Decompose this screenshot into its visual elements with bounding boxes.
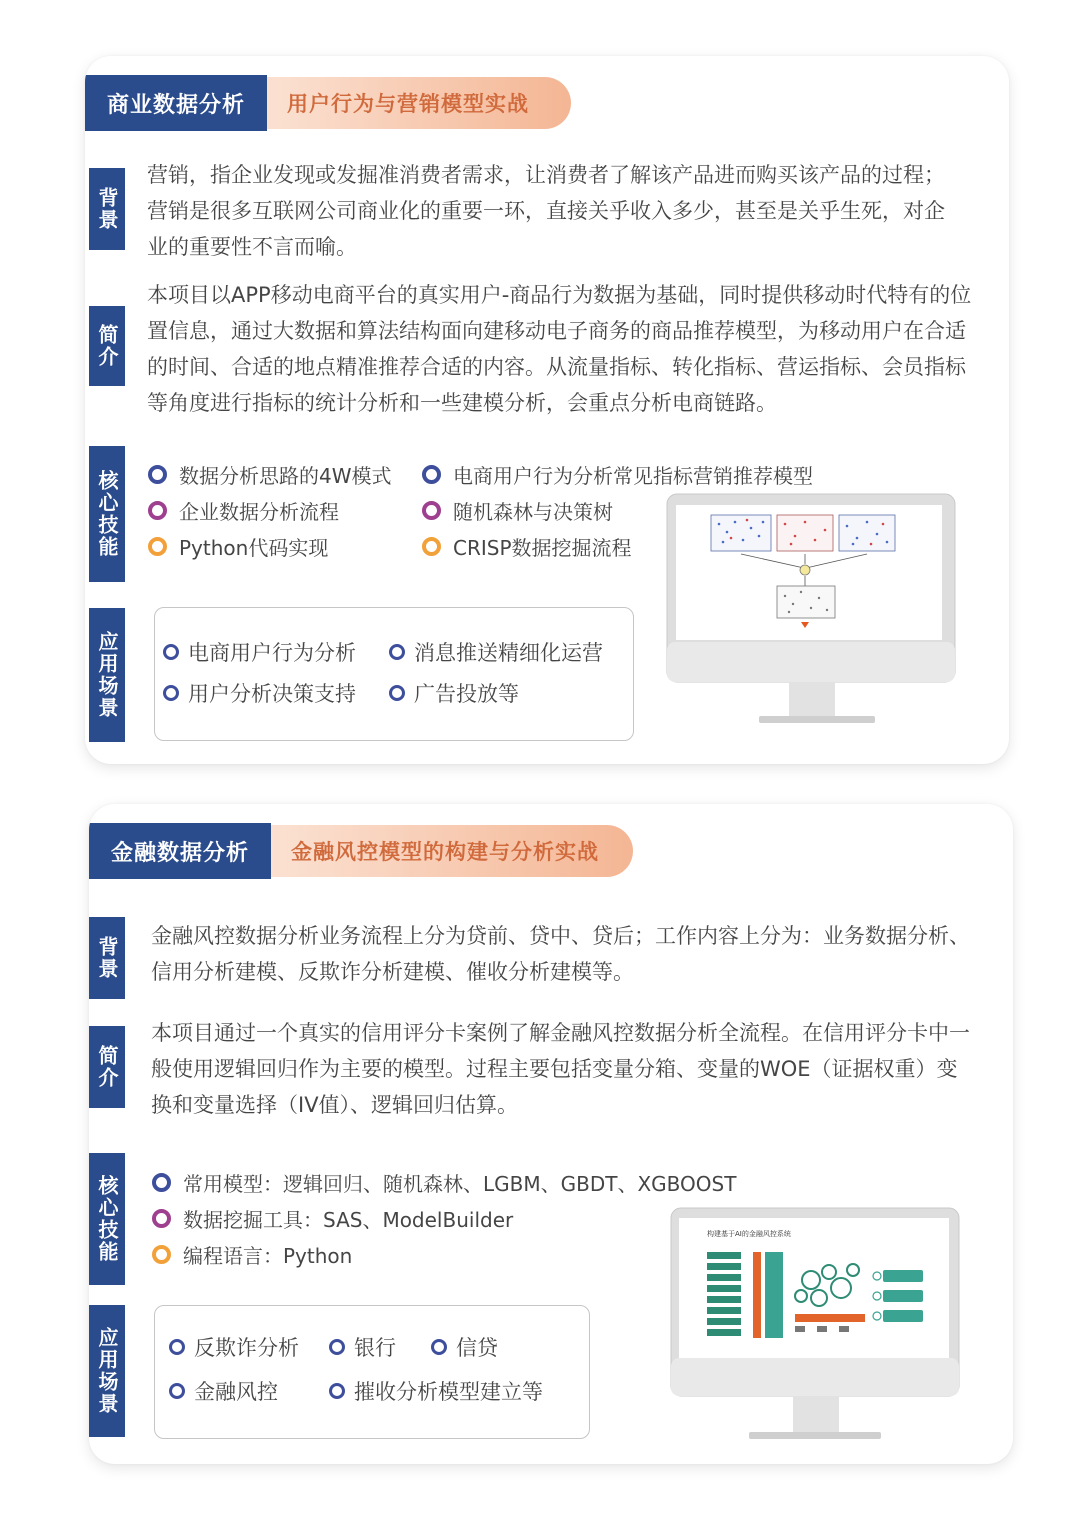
bullet-icon — [431, 1339, 447, 1355]
skill-item: Python代码实现 — [148, 532, 328, 561]
section-title: 金融数据分析 — [89, 823, 271, 879]
skill-item: 企业数据分析流程 — [148, 496, 339, 525]
skill-item: 电商用户行为分析常见指标营销推荐模型 — [422, 460, 813, 489]
screen-title: 构建基于AI的金融风控系统 — [707, 1230, 791, 1238]
application-item: 摧收分析模型建立等 — [329, 1376, 543, 1406]
intro-label: 简介 — [89, 306, 125, 386]
section-subtitle: 金融风控模型的构建与分析实战 — [271, 825, 633, 877]
background-label: 背景 — [89, 917, 125, 999]
bullet-icon — [169, 1339, 185, 1355]
bullet-icon — [152, 1209, 171, 1228]
section-subtitle: 用户行为与营销模型实战 — [267, 77, 571, 129]
applications-label: 应用场景 — [89, 1305, 125, 1437]
bullet-icon — [163, 685, 179, 701]
bullet-icon — [169, 1383, 185, 1399]
background-text: 营销，指企业发现或发掘准消费者需求，让消费者了解该产品进而购买该产品的过程；营销是很多互联网公司商业化的重要一环，直接关乎收入多少，甚至是关乎生死，对企业的重要性不言而喻。 — [147, 163, 945, 259]
background-text: 金融风控数据分析业务流程上分为贷前、贷中、贷后；工作内容上分为：业务数据分析、信用分析建模、反欺诈分析建模、催收分析建模等。 — [151, 924, 970, 984]
bullet-icon — [148, 501, 167, 520]
bullet-icon — [148, 537, 167, 556]
bullet-icon — [148, 465, 167, 484]
bullet-icon — [329, 1383, 345, 1399]
bullet-icon — [152, 1173, 171, 1192]
monitor-illustration — [665, 492, 959, 730]
intro-text: 本项目通过一个真实的信用评分卡案例了解金融风控数据分析全流程。在信用评分卡中一般使用逻辑回归作为主要的模型。过程主要包括变量分箱、变量的WOE（证据权重）变换和变量选择（IV值）、逻辑回归估算。 — [151, 1021, 970, 1117]
bullet-icon — [329, 1339, 345, 1355]
section-title: 商业数据分析 — [85, 75, 267, 131]
application-item: 用户分析决策支持 — [163, 678, 356, 708]
skill-item: 编程语言：Python — [152, 1240, 352, 1269]
skill-item: CRISP数据挖掘流程 — [422, 532, 632, 561]
application-item: 消息推送精细化运营 — [389, 637, 603, 667]
business-analysis-card — [85, 56, 1009, 764]
skill-item: 数据分析思路的4W模式 — [148, 460, 392, 489]
skill-item: 数据挖掘工具：SAS、ModelBuilder — [152, 1204, 513, 1233]
bullet-icon — [163, 644, 179, 660]
bullet-icon — [152, 1245, 171, 1264]
background-label: 背景 — [89, 168, 125, 250]
application-item: 银行 — [329, 1332, 396, 1362]
application-item: 广告投放等 — [389, 678, 519, 708]
intro-text: 本项目以APP移动电商平台的真实用户-商品行为数据为基础，同时提供移动时代特有的位置信息，通过大数据和算法结构面向建移动电子商务的商品推荐模型，为移动用户在合适的时间、合适的地点精准推荐合适的内容。从流量指标、转化指标、营运指标、会员指标等角度进行指标的统计分析和一些建模分析，会重点分析电商链路。 — [147, 283, 972, 415]
application-item: 金融风控 — [169, 1376, 278, 1406]
monitor-illustration — [669, 1206, 963, 1446]
bullet-icon — [422, 501, 441, 520]
application-item: 信贷 — [431, 1332, 498, 1362]
core-skills-label: 核心技能 — [89, 1153, 125, 1285]
application-item: 电商用户行为分析 — [163, 637, 356, 667]
finance-analysis-card — [89, 804, 1013, 1464]
bullet-icon — [389, 644, 405, 660]
applications-box — [154, 1305, 590, 1439]
bullet-icon — [422, 537, 441, 556]
bullet-icon — [422, 465, 441, 484]
intro-label: 简介 — [89, 1026, 125, 1108]
applications-box — [154, 607, 634, 741]
skill-item: 随机森林与决策树 — [422, 496, 613, 525]
bullet-icon — [389, 685, 405, 701]
core-skills-label: 核心技能 — [89, 446, 125, 582]
application-item: 反欺诈分析 — [169, 1332, 299, 1362]
applications-label: 应用场景 — [89, 608, 125, 742]
skill-item: 常用模型：逻辑回归、随机森林、LGBM、GBDT、XGBOOST — [152, 1168, 736, 1197]
